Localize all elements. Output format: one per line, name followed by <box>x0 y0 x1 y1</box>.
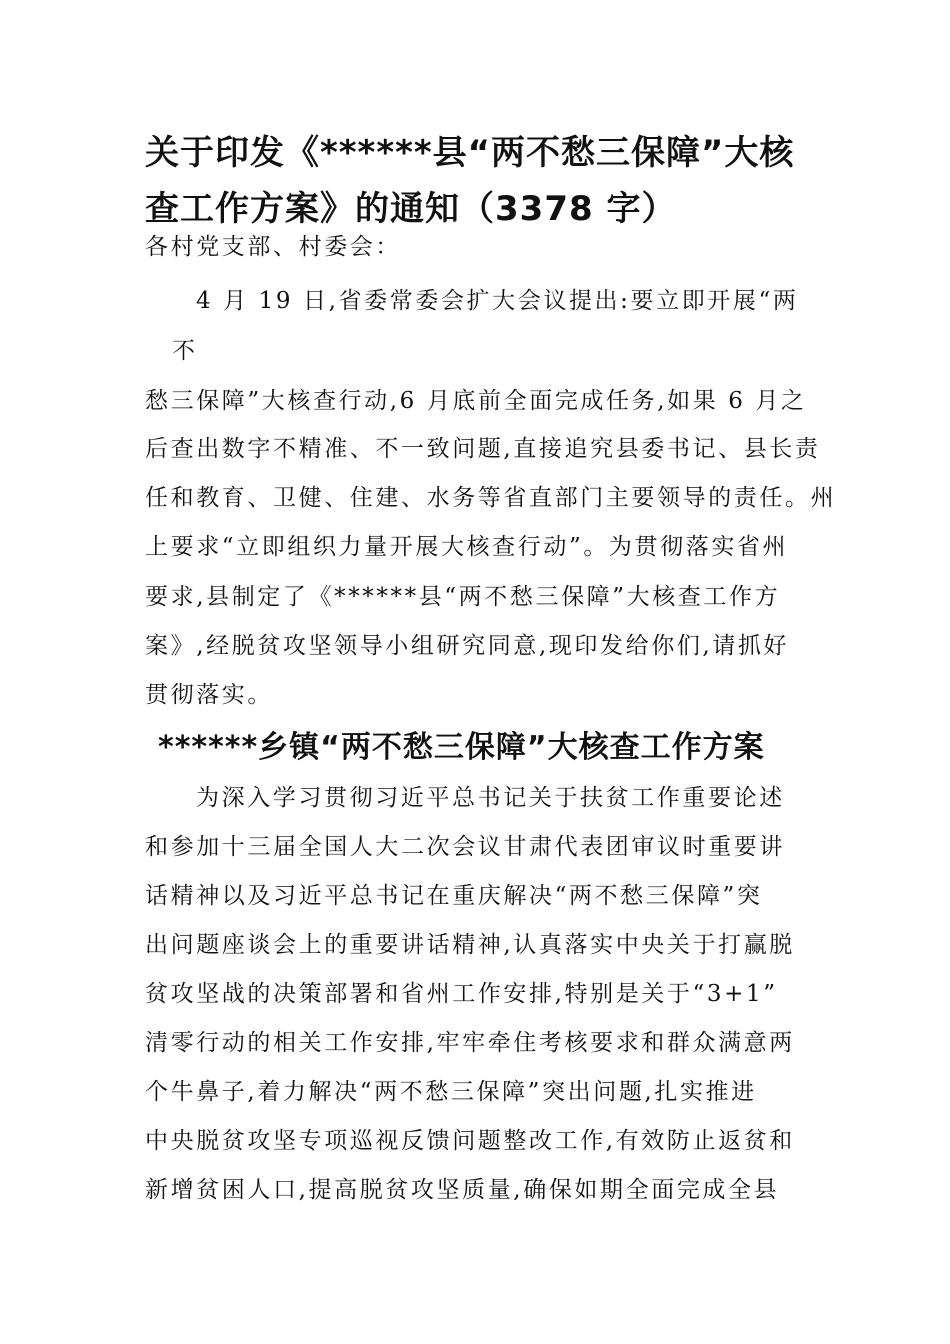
notice-line: 案》,经脱贫攻坚领导小组研究同意,现印发给你们,请抓好 <box>145 633 790 659</box>
plan-line: 清零行动的相关工作安排,牢牢牵住考核要求和群众满意两 <box>145 1030 795 1056</box>
document-title <box>145 125 825 237</box>
notice-line: 要求,县制定了《******县“两不愁三保障”大核查工作方 <box>145 584 781 610</box>
plan-subtitle: ******乡镇“两不愁三保障”大核查工作方案 <box>158 730 765 765</box>
plan-line: 新增贫困人口,提高脱贫攻坚质量,确保如期全面完成全县 <box>145 1177 780 1203</box>
notice-line: 任和教育、卫健、住建、水务等省直部门主要领导的责任。州 <box>145 485 837 511</box>
notice-line: 后查出数字不精准、不一致问题,直接追究县委书记、县长责 <box>145 436 821 462</box>
notice-line: 贯彻落实。 <box>145 682 273 708</box>
plan-line: 贫攻坚战的决策部署和省州工作安排,特别是关于“3+1” <box>145 981 778 1007</box>
plan-line: 中央脱贫攻坚专项巡视反馈问题整改工作,有效防止返贫和 <box>145 1128 795 1154</box>
salutation: 各村党支部、村委会： <box>145 234 401 260</box>
notice-line: 4 月 19 日,省委常委会扩大会议提出:要立即开展“两 <box>196 288 799 314</box>
plan-line: 个牛鼻子,着力解决“两不愁三保障”突出问题,扎实推进 <box>145 1079 757 1105</box>
notice-line: 不 <box>172 338 198 364</box>
title-line: 查工作方案》的通知（3378 字） <box>145 189 677 229</box>
plan-line: 和参加十三届全国人大二次会议甘肃代表团审议时重要讲 <box>145 834 785 860</box>
notice-line: 上要求“立即组织力量开展大核查行动”。为贯彻落实省州 <box>145 534 789 560</box>
plan-line: 出问题座谈会上的重要讲话精神,认真落实中央关于打赢脱 <box>145 932 795 958</box>
title-line: 关于印发《******县“两不愁三保障”大核 <box>145 133 795 173</box>
notice-line: 愁三保障”大核查行动,6 月底前全面完成任务,如果 6 月之 <box>145 388 807 414</box>
plan-line: 为深入学习贯彻习近平总书记关于扶贫工作重要论述 <box>196 785 785 811</box>
plan-line: 话精神以及习近平总书记在重庆解决“两不愁三保障”突 <box>145 883 763 909</box>
